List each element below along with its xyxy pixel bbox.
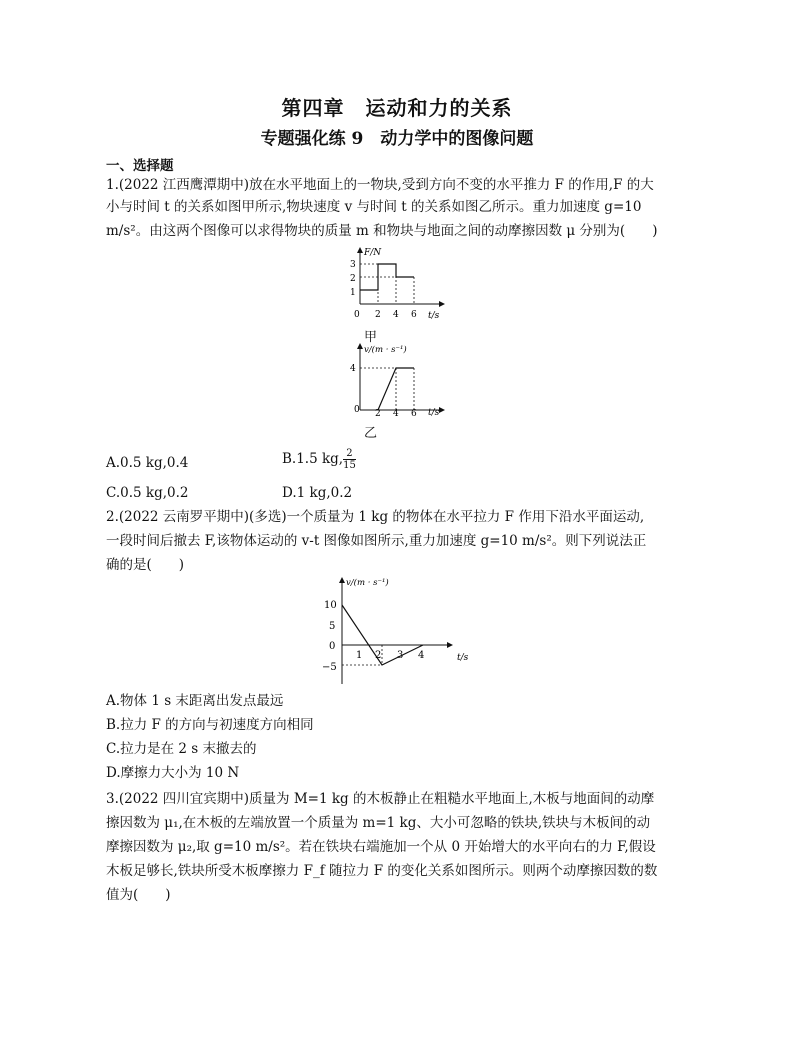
q2-vt-graph — [322, 572, 482, 687]
q1-stem-line-2: 小与时间 t 的关系如图甲所示,物块速度 v 与时间 t 的关系如图乙所示。重力加速度 g=10 — [106, 199, 642, 215]
q3-stem-line-4: 木板足够长,铁块所受木板摩擦力 F_f 随拉力 F 的变化关系如图所示。则两个动摩擦因数的数 — [106, 863, 658, 879]
q2-y-label: v/(m · s⁻¹) — [346, 578, 389, 588]
yi-origin: 0 — [354, 405, 360, 415]
q2-stem-line-1: 2.(2022 云南罗平期中)(多选)一个质量为 1 kg 的物体在水平拉力 F 作用下沿水平面运动, — [106, 509, 645, 525]
q2-x-label: t/s — [457, 653, 469, 663]
q2-velocity-line — [342, 605, 423, 665]
chapter-title: 第四章 运动和力的关系 — [281, 96, 513, 120]
q1-graph-yi — [340, 340, 450, 420]
section-title: 一、选择题 — [106, 158, 174, 174]
q2-x-tick: 2 — [375, 650, 382, 661]
q3-stem-line-2: 擦因数为 μ₁,在木板的左端放置一个质量为 m=1 kg、大小可忽略的铁块,铁块与木板间的动 — [106, 815, 651, 831]
q3-stem-line-1: 3.(2022 四川宜宾期中)质量为 M=1 kg 的木板静止在粗糙水平地面上,木板与地面间的动摩 — [106, 791, 655, 807]
q2-option-a: A.物体 1 s 末距离出发点最远 — [106, 693, 284, 709]
q2-option-b: B.拉力 F 的方向与初速度方向相同 — [106, 717, 314, 733]
yi-x-tick: 4 — [393, 409, 399, 419]
q2-y-tick: 10 — [324, 600, 337, 611]
q1-option-b — [282, 444, 356, 474]
yi-y-tick: 4 — [350, 364, 356, 374]
yi-y-label: v/(m · s⁻¹) — [364, 345, 407, 355]
jia-y-label: F/N — [364, 248, 382, 258]
q1-stem-line-1: 1.(2022 江西鹰潭期中)放在水平地面上的一物块,受到方向不变的水平推力 F 的作用,F 的大 — [106, 177, 654, 193]
yi-x-tick: 6 — [411, 409, 417, 419]
q2-option-d: D.摩擦力大小为 10 N — [106, 765, 240, 781]
q2-y-tick: 0 — [329, 641, 336, 652]
q1-option-a: A.0.5 kg,0.4 — [106, 455, 189, 471]
q2-y-tick: −5 — [322, 662, 337, 673]
q2-stem-line-2: 一段时间后撤去 F,该物体运动的 v-t 图像如图所示,重力加速度 g=10 m/s²。则下列说法正 — [106, 533, 647, 549]
q1-option-c: C.0.5 kg,0.2 — [106, 485, 189, 501]
q2-y-tick: 5 — [329, 621, 336, 632]
yi-x-tick: 2 — [375, 409, 381, 419]
q1-option-b-text: B.1.5 kg, — [282, 451, 344, 467]
q1-option-d: D.1 kg,0.2 — [282, 485, 353, 501]
q1-graph-jia-caption: 甲 — [364, 330, 378, 345]
jia-y-tick: 1 — [350, 288, 356, 298]
jia-x-tick: 4 — [393, 310, 399, 320]
fraction-denominator: 15 — [343, 460, 356, 471]
q1-stem-line-3: m/s²。由这两个图像可以求得物块的质量 m 和物块与地面之间的动摩擦因数 μ 分别为( ) — [106, 223, 658, 239]
jia-x-tick: 2 — [375, 310, 381, 320]
jia-y-tick: 3 — [350, 260, 356, 270]
q2-stem-line-3: 确的是( ) — [106, 557, 185, 573]
q2-x-tick: 1 — [356, 650, 363, 661]
jia-x-tick: 6 — [411, 310, 417, 320]
q3-stem-line-3: 摩擦因数为 μ₂,取 g=10 m/s²。若在铁块右端施加一个从 0 开始增大的水平向右的力 F,假设 — [106, 839, 656, 855]
jia-guides — [360, 264, 414, 304]
q2-x-tick: 3 — [397, 650, 404, 661]
q2-x-tick: 4 — [418, 650, 425, 661]
q2-option-c: C.拉力是在 2 s 末撤去的 — [106, 741, 257, 757]
jia-y-tick: 2 — [350, 274, 356, 284]
jia-origin: 0 — [354, 310, 360, 320]
page-subtitle: 专题强化练 9 动力学中的图像问题 — [260, 129, 534, 149]
q1-graph-jia — [340, 244, 450, 344]
q3-stem-line-5: 值为( ) — [106, 887, 171, 903]
jia-x-label: t/s — [428, 311, 440, 321]
q1-option-b-fraction — [343, 448, 356, 471]
q1-graph-yi-caption: 乙 — [364, 426, 378, 441]
yi-x-label: t/s — [428, 408, 440, 418]
fraction-numerator: 2 — [343, 448, 356, 460]
